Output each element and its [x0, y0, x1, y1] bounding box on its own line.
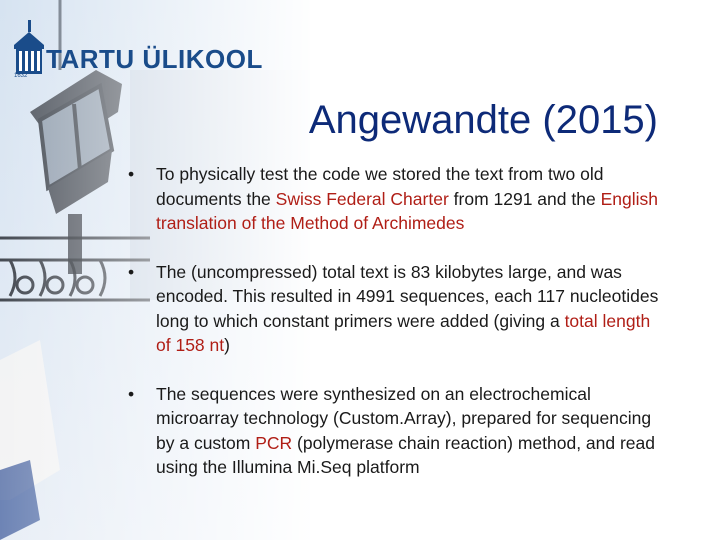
university-logo-text: TARTU ÜLIKOOL: [46, 44, 263, 74]
bullet-list: [128, 162, 668, 480]
bullet-item: [128, 260, 668, 358]
bullet-marker: •: [128, 383, 135, 404]
bullet-marker: •: [128, 164, 135, 184]
bullet-text: To physically test the code we stored the text from two old documents the: [156, 164, 604, 209]
bullet-text: The (uncompressed) total text is 83 kilobytes large, and was encoded. This resulted in 4991 sequences, each 117 nucleotides long to which constant primers were added (giving a: [156, 261, 659, 331]
highlight-text: total length of 158 nt: [156, 310, 651, 355]
highlight-text: PCR: [255, 432, 293, 453]
bullet-marker: •: [128, 261, 135, 282]
bullet-item: [128, 382, 668, 480]
bullet-text: from 1291 and the: [448, 188, 601, 209]
logo-year: 1632: [14, 73, 28, 79]
bullet-text: (polymerase chain reaction) method, and read using the Illumina Mi.Seq platform: [156, 432, 656, 477]
highlight-text: English translation of the Method of Archimedes: [156, 188, 658, 233]
bullet-text: The sequences were synthesized on an electrochemical microarray technology (Custom.Array), prepared for sequencing by a custom: [156, 383, 652, 453]
highlight-text: Swiss Federal Charter: [275, 188, 449, 209]
bullet-item: [128, 162, 668, 236]
bullet-text: ): [224, 335, 230, 355]
slide-title: Angewandte (2015): [308, 98, 658, 142]
